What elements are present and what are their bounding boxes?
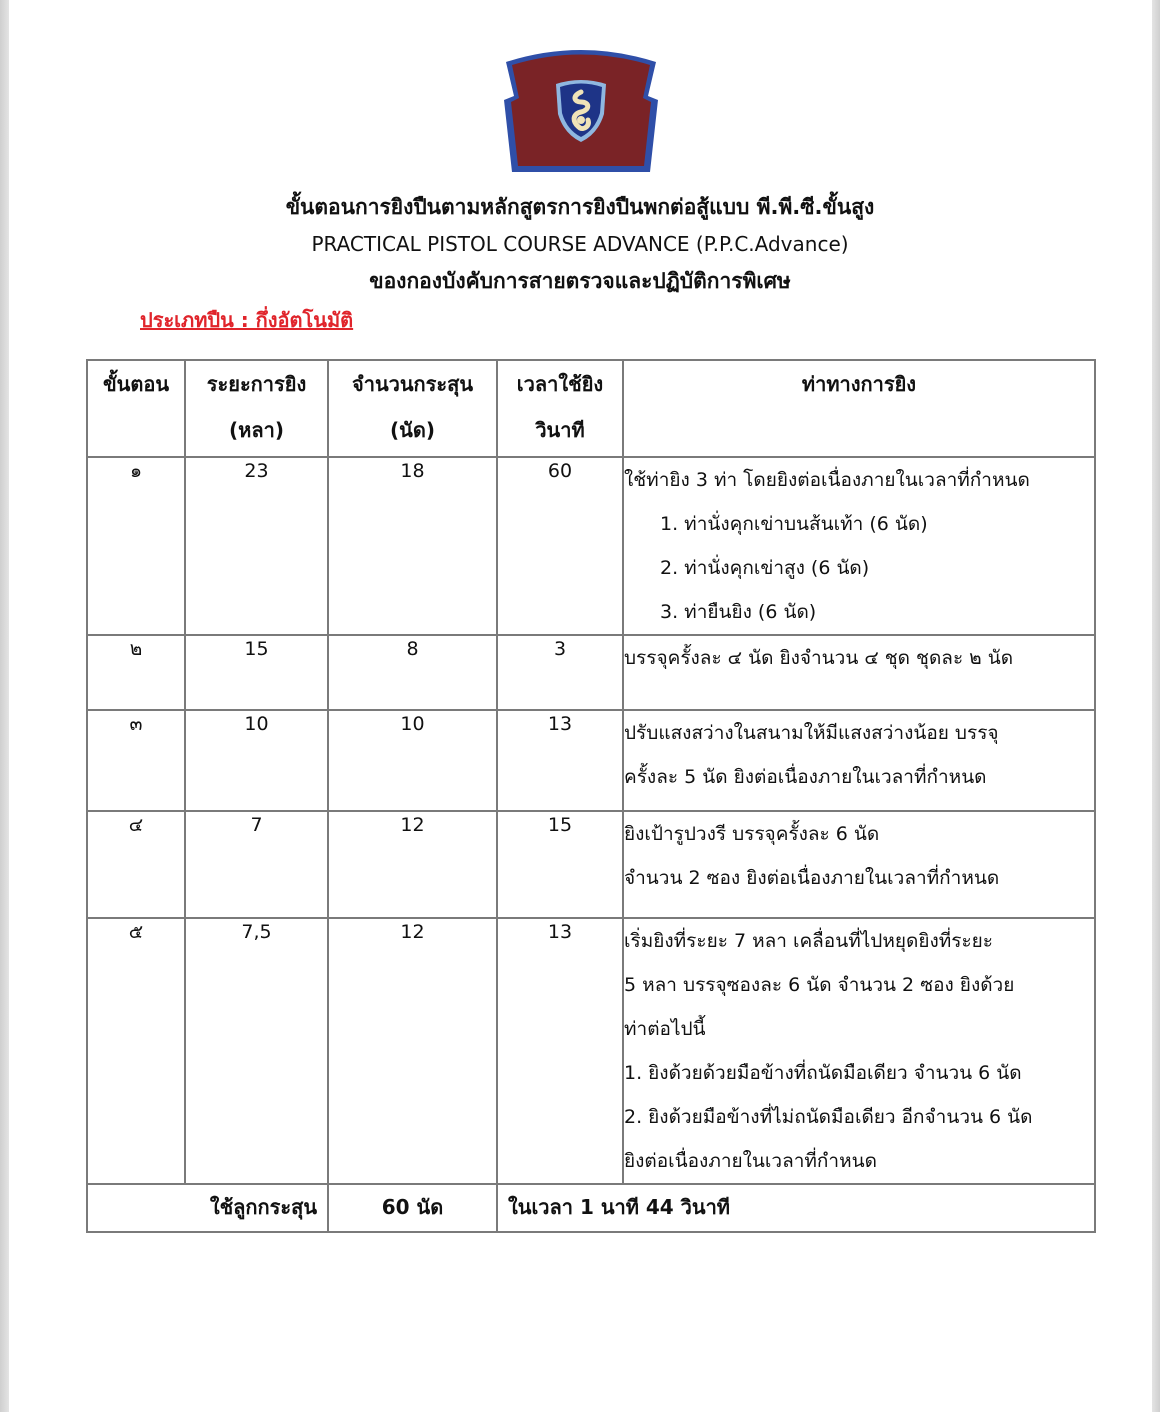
police-badge-logo	[500, 40, 662, 180]
table-row	[87, 918, 1095, 1184]
rounds-cell: 10	[328, 710, 497, 811]
posture-line: ท่าต่อไปนี้	[624, 1018, 706, 1040]
step-cell: ๒	[87, 635, 185, 710]
posture-cell	[623, 635, 1095, 710]
time-cell: 60	[497, 457, 623, 635]
posture-line: 1. ท่านั่งคุกเข่าบนส้นเท้า (6 นัด)	[660, 513, 928, 535]
range-cell: 23	[185, 457, 328, 635]
posture-line: ยิงต่อเนื่องภายในเวลาที่กำหนด	[624, 1150, 877, 1172]
posture-line: จำนวน 2 ซอง ยิงต่อเนื่องภายในเวลาที่กำหนด	[624, 867, 1000, 889]
step-cell: ๓	[87, 710, 185, 811]
gun-type-label: ประเภทปืน : กึ่งอัตโนมัติ	[140, 308, 354, 332]
posture-line: 3. ท่ายืนยิง (6 นัด)	[660, 601, 817, 623]
posture-cell	[623, 710, 1095, 811]
posture-line: 2. ยิงด้วยมือข้างที่ไม่ถนัดมือเดียว อีกจำนวน 6 นัด	[624, 1106, 1033, 1128]
header-step: ขั้นตอน	[87, 360, 185, 457]
time-cell: 15	[497, 811, 623, 918]
table-header-row	[87, 360, 1095, 457]
header-time: เวลาใช้ยิง วินาที	[497, 360, 623, 457]
footer-total-rounds: 60 นัด	[328, 1184, 497, 1232]
range-cell: 7,5	[185, 918, 328, 1184]
time-cell: 13	[497, 710, 623, 811]
posture-line: ใช้ท่ายิง 3 ท่า โดยยิงต่อเนื่องภายในเวลาที่กำหนด	[624, 469, 1030, 491]
table-row	[87, 811, 1095, 918]
document-title-thai: ขั้นตอนการยิงปืนตามหลักสูตรการยิงปืนพกต่อสู้แบบ พี.พี.ซี.ขั้นสูง	[285, 195, 875, 219]
posture-line: เริ่มยิงที่ระยะ 7 หลา เคลื่อนที่ไปหยุดยิงที่ระยะ	[624, 930, 994, 952]
rounds-cell: 8	[328, 635, 497, 710]
posture-line: ปรับแสงสว่างในสนามให้มีแสงสว่างน้อย บรรจุ	[624, 722, 999, 744]
step-cell: ๕	[87, 918, 185, 1184]
header-posture: ท่าทางการยิง	[623, 360, 1095, 457]
rounds-cell: 12	[328, 918, 497, 1184]
time-cell: 3	[497, 635, 623, 710]
posture-line: 1. ยิงด้วยด้วยมือข้างที่ถนัดมือเดียว จำนวน 6 นัด	[624, 1062, 1022, 1084]
posture-cell	[623, 811, 1095, 918]
rounds-cell: 12	[328, 811, 497, 918]
posture-cell	[623, 918, 1095, 1184]
footer-label: ใช้ลูกกระสุน	[87, 1184, 328, 1232]
table-row	[87, 635, 1095, 710]
posture-line: ยิงเป้ารูปวงรี บรรจุครั้งละ 6 นัด	[624, 823, 880, 845]
range-cell: 15	[185, 635, 328, 710]
range-cell: 7	[185, 811, 328, 918]
document-subtitle: ของกองบังคับการสายตรวจและปฏิบัติการพิเศษ	[369, 269, 791, 293]
table-row	[87, 457, 1095, 635]
footer-total-time: ในเวลา 1 นาที 44 วินาที	[497, 1184, 1095, 1232]
table-row	[87, 710, 1095, 811]
document-title-english: PRACTICAL PISTOL COURSE ADVANCE (P.P.C.Advance)	[311, 232, 849, 256]
rounds-cell: 18	[328, 457, 497, 635]
header-rounds: จำนวนกระสุน (นัด)	[328, 360, 497, 457]
posture-cell	[623, 457, 1095, 635]
range-cell: 10	[185, 710, 328, 811]
posture-line: บรรจุครั้งละ ๔ นัด ยิงจำนวน ๔ ชุด ชุดละ ๒ นัด	[624, 647, 1014, 669]
posture-line: 2. ท่านั่งคุกเข่าสูง (6 นัด)	[660, 557, 870, 579]
shooting-procedure-table	[86, 359, 1096, 1233]
posture-line: 5 หลา บรรจุซองละ 6 นัด จำนวน 2 ซอง ยิงด้วย	[624, 974, 1015, 996]
posture-line: ครั้งละ 5 นัด ยิงต่อเนื่องภายในเวลาที่กำหนด	[624, 766, 987, 788]
table-footer-row	[87, 1184, 1095, 1232]
header-range: ระยะการยิง (หลา)	[185, 360, 328, 457]
step-cell: ๑	[87, 457, 185, 635]
time-cell: 13	[497, 918, 623, 1184]
step-cell: ๔	[87, 811, 185, 918]
